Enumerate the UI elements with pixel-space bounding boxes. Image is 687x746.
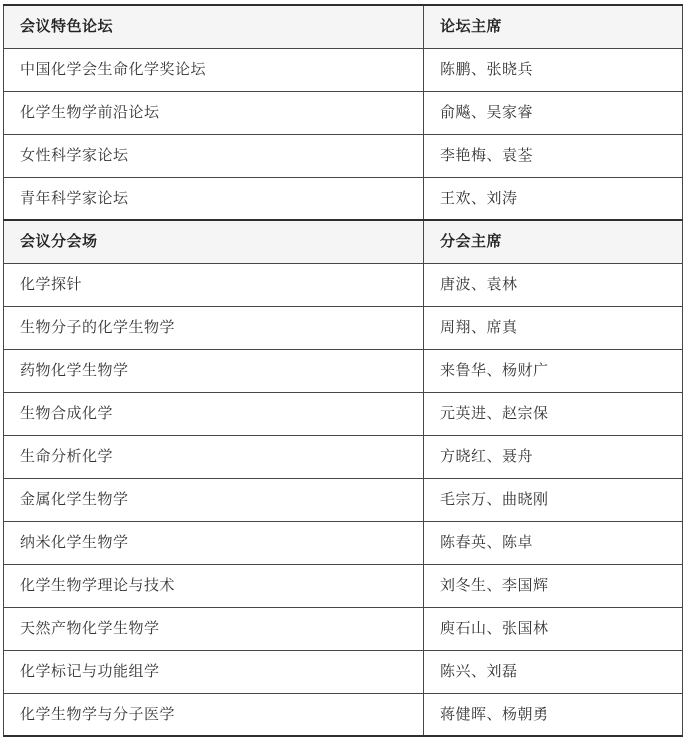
section-header-cell-session-chairs: 分会主席: [424, 220, 683, 263]
table-row: [4, 349, 683, 392]
table-row: [4, 91, 683, 134]
session-name-cell: 化学标记与功能组学: [4, 650, 424, 693]
table-row: [4, 650, 683, 693]
table-row: [4, 435, 683, 478]
table-row: [4, 392, 683, 435]
chairs-cell: 庾石山、张国林: [424, 607, 683, 650]
section-header-cell-forum-name: 会议特色论坛: [4, 5, 424, 48]
session-name-cell: 生物分子的化学生物学: [4, 306, 424, 349]
section-header-row-sessions: [4, 220, 683, 263]
chairs-cell: 元英进、赵宗保: [424, 392, 683, 435]
chairs-cell: 俞飚、吴家睿: [424, 91, 683, 134]
chairs-cell: 陈兴、刘磊: [424, 650, 683, 693]
chairs-cell: 刘冬生、李国辉: [424, 564, 683, 607]
table-row: [4, 306, 683, 349]
session-name-cell: 化学生物学理论与技术: [4, 564, 424, 607]
table-row: [4, 607, 683, 650]
table-row: [4, 48, 683, 91]
conference-forum-table: [3, 4, 683, 737]
chairs-cell: 来鲁华、杨财广: [424, 349, 683, 392]
forum-name-cell: 中国化学会生命化学奖论坛: [4, 48, 424, 91]
section-header-cell-forum-chairs: 论坛主席: [424, 5, 683, 48]
session-name-cell: 化学探针: [4, 263, 424, 306]
chairs-cell: 周翔、席真: [424, 306, 683, 349]
table-row: [4, 134, 683, 177]
section-header-row-featured-forums: [4, 5, 683, 48]
session-name-cell: 生命分析化学: [4, 435, 424, 478]
chairs-cell: 陈春英、陈卓: [424, 521, 683, 564]
section-header-cell-session-name: 会议分会场: [4, 220, 424, 263]
chairs-cell: 毛宗万、曲晓刚: [424, 478, 683, 521]
forum-name-cell: 青年科学家论坛: [4, 177, 424, 220]
chairs-cell: 陈鹏、张晓兵: [424, 48, 683, 91]
forum-name-cell: 女性科学家论坛: [4, 134, 424, 177]
table-row: [4, 263, 683, 306]
session-name-cell: 生物合成化学: [4, 392, 424, 435]
session-name-cell: 化学生物学与分子医学: [4, 693, 424, 736]
session-name-cell: 天然产物化学生物学: [4, 607, 424, 650]
table-row: [4, 564, 683, 607]
session-name-cell: 金属化学生物学: [4, 478, 424, 521]
table-row: [4, 521, 683, 564]
table-row: [4, 478, 683, 521]
chairs-cell: 王欢、刘涛: [424, 177, 683, 220]
chairs-cell: 唐波、袁林: [424, 263, 683, 306]
chairs-cell: 李艳梅、袁荃: [424, 134, 683, 177]
table-row: [4, 177, 683, 220]
chairs-cell: 方晓红、聂舟: [424, 435, 683, 478]
session-name-cell: 纳米化学生物学: [4, 521, 424, 564]
forum-name-cell: 化学生物学前沿论坛: [4, 91, 424, 134]
chairs-cell: 蒋健晖、杨朝勇: [424, 693, 683, 736]
table-row: [4, 693, 683, 736]
session-name-cell: 药物化学生物学: [4, 349, 424, 392]
